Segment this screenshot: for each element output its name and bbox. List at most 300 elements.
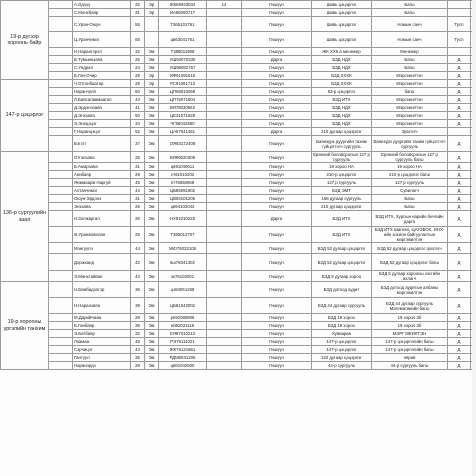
workplace-cell: БЗД ИТХ <box>312 211 372 227</box>
sex-cell: Эм <box>145 195 159 203</box>
age-cell: 50 <box>131 112 145 120</box>
age-cell: 26 <box>131 211 145 227</box>
name-cell: С.Монхбаяр <box>73 9 131 17</box>
register-cell: эк76102001 <box>159 271 207 282</box>
age-cell: 44 <box>131 243 145 254</box>
sex-cell: Эм <box>145 203 159 211</box>
sex-cell: Эм <box>145 152 159 163</box>
register-cell: цв91040611 <box>159 163 207 171</box>
age-cell: 28 <box>131 314 145 322</box>
table-row <box>1 80 476 88</box>
group-label-cell: 19-р дүгээр хороонь байр <box>1 1 49 80</box>
sex-cell: Эм <box>145 187 159 195</box>
extra-cell: Д <box>448 104 471 112</box>
register-cell: ЦА67041461 <box>159 128 207 136</box>
name-cell: Энхзаяа <box>73 203 131 211</box>
position-cell: Ерөнхий боловсролын 127 р сургууль багш <box>372 152 448 163</box>
position-cell: Багш <box>372 203 448 211</box>
sex-cell: Эм <box>145 136 159 152</box>
workplace-cell: БЗД ИТХ <box>312 227 372 243</box>
age-cell: 26 <box>131 203 145 211</box>
role-cell: Гишүүн <box>242 72 312 80</box>
name-cell: Мэнгүүлэ <box>73 243 131 254</box>
number-cell <box>49 187 73 195</box>
register-cell: ЦЕ31071628 <box>159 112 207 120</box>
age-cell: 55 <box>131 32 145 48</box>
age-cell: 31 <box>131 195 145 203</box>
workplace-cell: БЗД 52 дугаар цэцэрлэг <box>312 243 372 254</box>
table-row <box>1 354 476 362</box>
workplace-cell: 53-р цэцэрлэг <box>312 88 372 96</box>
sex-cell: Эм <box>145 298 159 314</box>
position-cell: БЗД 44 дугаар сургууль Математикийн багш <box>372 298 448 314</box>
extra-cell: Д <box>448 80 471 88</box>
table-row <box>1 227 476 243</box>
extra-cell: Тусл <box>448 32 471 48</box>
workplace-cell: 147-р цэцэрлэг <box>312 338 372 346</box>
extra-cell <box>448 1 471 9</box>
workplace-cell: БЗД НДХ <box>312 112 372 120</box>
mark-cell <box>207 254 242 271</box>
mark-cell <box>207 354 242 362</box>
register-cell: Т388011908 <box>159 48 207 56</box>
extra-cell: Д <box>448 254 471 271</box>
number-cell <box>49 17 73 32</box>
mark-cell <box>207 136 242 152</box>
extra-cell: Д <box>448 330 471 338</box>
position-cell: БЗД дотоод аудитын албаны мэргэжилтэн <box>372 282 448 298</box>
extra-cell <box>448 128 471 136</box>
name-cell: Отгонзаяа <box>73 152 131 163</box>
name-cell: Н.Золжаргал <box>73 211 131 227</box>
name-cell: Н.Бямбадэлгэр <box>73 282 131 298</box>
role-cell: Гишүүн <box>242 227 312 243</box>
name-cell: Д.Энхзаяа <box>73 112 131 120</box>
number-cell <box>49 104 73 112</box>
position-cell: Сувилагч <box>372 187 448 195</box>
position-cell: БЗД 52 дугаар цэцэрлэг багш <box>372 254 448 271</box>
position-cell: МЭРГЭЖИЛТЭН <box>372 330 448 338</box>
position-cell: 44-р сургууль багш <box>372 362 448 370</box>
mark-cell <box>207 195 242 203</box>
extra-cell: Д <box>448 88 471 96</box>
position-cell: 210-р цэцэрлэг багш <box>372 171 448 179</box>
number-cell <box>49 227 73 243</box>
role-cell: Гишүүн <box>242 136 312 152</box>
sex-cell <box>145 32 159 48</box>
workplace-cell: БЗД ИТХ <box>312 96 372 104</box>
extra-cell: Д <box>448 314 471 322</box>
age-cell: 44 <box>131 346 145 354</box>
position-cell: Мэргэжилтэн <box>372 112 448 120</box>
mark-cell <box>207 72 242 80</box>
sex-cell: Эм <box>145 330 159 338</box>
table-row <box>1 96 476 104</box>
name-cell: Гантуул <box>73 354 131 362</box>
sex-cell: Эр <box>145 72 159 80</box>
workplace-cell: БЗД 5 дугаар хороо <box>312 271 372 282</box>
mark-cell <box>207 64 242 72</box>
workplace-cell: БЗД НДХ <box>312 120 372 128</box>
sex-cell: Эм <box>145 163 159 171</box>
role-cell: Гишүүн <box>242 17 312 32</box>
number-cell <box>49 354 73 362</box>
number-cell <box>49 48 73 56</box>
position-cell: Мэргэжилтэн <box>372 104 448 112</box>
sex-cell: Эм <box>145 227 159 243</box>
register-cell: РС91091713 <box>159 80 207 88</box>
workplace-cell: ЖК ХХК а менежер <box>312 48 372 56</box>
mark-cell <box>207 96 242 104</box>
table-row <box>1 322 476 330</box>
sex-cell: Эм <box>145 171 159 179</box>
table-row <box>1 179 476 187</box>
age-cell: 52 <box>131 128 145 136</box>
extra-cell: Д <box>448 64 471 72</box>
role-cell: Гишүүн <box>242 104 312 112</box>
extra-cell: Д <box>448 163 471 171</box>
number-cell <box>49 163 73 171</box>
age-cell: 41 <box>131 104 145 112</box>
age-cell: 26 <box>131 56 145 64</box>
register-cell: ИФ91091515 <box>159 72 207 80</box>
number-cell <box>49 96 73 104</box>
group-label-cell: 147-р цэцэрлэг <box>1 80 49 152</box>
role-cell: Гишүүн <box>242 195 312 203</box>
role-cell: Гишүүн <box>242 254 312 271</box>
number-cell <box>49 80 73 88</box>
number-cell <box>49 152 73 163</box>
workplace-cell: БЗД НДХ <box>312 64 372 72</box>
role-cell: Гишүүн <box>242 179 312 187</box>
mark-cell: 14 <box>207 1 242 9</box>
role-cell: Гишүүн <box>242 9 312 17</box>
mark-cell <box>207 112 242 120</box>
age-cell: 36 <box>131 322 145 330</box>
workplace-cell: 210 дугаар цэцэрлэг <box>312 203 372 211</box>
workplace-cell: Шивь цэцэрлэг <box>312 9 372 17</box>
number-cell <box>49 298 73 314</box>
sex-cell: Эм <box>145 104 159 112</box>
name-cell: А.Одхүү <box>73 1 131 9</box>
extra-cell: Д <box>448 338 471 346</box>
table-row <box>1 163 476 171</box>
name-cell: Сэрчицэг <box>73 346 131 354</box>
position-cell: Баянзүрх дүүргийн тахим гүйцэтгэгч сургууль <box>372 136 448 152</box>
workplace-cell: БЗД НДХ <box>312 56 372 64</box>
name-cell: Э.Энхцэцэг <box>73 120 131 128</box>
workplace-cell: Баянзүрх дүүргийн тахим гүйцэтгэгч сургууль <box>312 136 372 152</box>
mark-cell <box>207 120 242 128</box>
number-cell <box>49 1 73 9</box>
age-cell: 32 <box>131 48 145 56</box>
sex-cell: Эм <box>145 346 159 354</box>
mark-cell <box>207 330 242 338</box>
extra-cell: Д <box>448 179 471 187</box>
mark-cell <box>207 163 242 171</box>
position-cell: Багш <box>372 1 448 9</box>
role-cell: Гишүүн <box>242 354 312 362</box>
table-row <box>1 48 476 56</box>
table-row <box>1 17 476 32</box>
register-cell: ЖК76121861 <box>159 346 207 354</box>
role-cell: Гишүүн <box>242 152 312 163</box>
name-cell: Л.Баясалиимаагал <box>73 96 131 104</box>
register-cell: цв63041761 <box>159 32 207 48</box>
name-cell: Анибаяр <box>73 171 131 179</box>
mark-cell <box>207 128 242 136</box>
register-cell: цв81042500 <box>159 362 207 370</box>
mark-cell <box>207 48 242 56</box>
extra-cell <box>448 9 471 17</box>
register-cell: ЕЯ87010213 <box>159 330 207 338</box>
age-cell: 29 <box>131 171 145 179</box>
number-cell <box>49 254 73 271</box>
sex-cell: Эм <box>145 48 159 56</box>
role-cell: Дарга <box>242 128 312 136</box>
name-cell: Э.Батбаяр <box>73 330 131 338</box>
extra-cell: Д <box>448 243 471 254</box>
register-cell: РДМ0031206 <box>159 354 207 362</box>
extra-cell: Д <box>448 171 471 179</box>
name-cell: Б.Ганбаяр <box>73 322 131 330</box>
mark-cell <box>207 271 242 282</box>
sex-cell: Эр <box>145 80 159 88</box>
position-cell: Багш <box>372 64 448 72</box>
extra-cell: Д <box>448 211 471 227</box>
name-cell: Н.Наранзаяа <box>73 298 131 314</box>
position-cell: нярав <box>372 354 448 362</box>
age-cell: 44 <box>131 96 145 104</box>
register-cell: ЦП66010069 <box>159 88 207 96</box>
extra-cell <box>448 48 471 56</box>
number-cell <box>49 179 73 187</box>
position-cell: 147-р цэцэрлэгийн багш <box>372 346 448 354</box>
number-cell <box>49 346 73 354</box>
page-edge <box>472 0 476 476</box>
role-cell: Гишүүн <box>242 203 312 211</box>
table-row <box>1 195 476 203</box>
register-cell: ИА86060717 <box>159 9 207 17</box>
workplace-cell: Шивь цэцэрлэг <box>312 32 372 48</box>
age-cell: 35 <box>131 354 145 362</box>
age-cell: 45 <box>131 179 145 187</box>
sex-cell: Эм <box>145 64 159 72</box>
role-cell: Гишүүн <box>242 271 312 282</box>
extra-cell: Д <box>448 271 471 282</box>
table-row <box>1 171 476 179</box>
mark-cell <box>207 171 242 179</box>
register-cell: БЯ99020309 <box>159 152 207 163</box>
role-cell: Гишүүн <box>242 171 312 179</box>
workplace-cell: 210 дугаар цэцэрлэг <box>312 128 372 136</box>
position-cell: БЗД ИТХ Шагнал, ЦАУЗБОХ, ИНХ-ийн зохион байгуулалтын мэргэжилтэн <box>372 227 448 243</box>
sex-cell: Эр <box>145 1 159 9</box>
workplace-cell: Шивь цэцэрлэг <box>312 17 372 32</box>
table-row <box>1 64 476 72</box>
extra-cell: Д <box>448 203 471 211</box>
number-cell <box>49 243 73 254</box>
age-cell: 25 <box>131 227 145 243</box>
number-cell <box>49 171 73 179</box>
name-cell: Янжмаарж Наргуй <box>73 179 131 187</box>
position-cell: Мэргэжилтэн <box>372 96 448 104</box>
role-cell: Гишүүн <box>242 48 312 56</box>
name-cell: Б.Амарзаяа <box>73 163 131 171</box>
extra-cell: Д <box>448 322 471 330</box>
sex-cell: Эм <box>145 243 159 254</box>
extra-cell: Д <box>448 187 471 195</box>
age-cell: 24 <box>131 64 145 72</box>
position-cell: багш <box>372 88 448 96</box>
sex-cell: Эм <box>145 56 159 64</box>
table-row <box>1 88 476 96</box>
workplace-cell: БЗД 19 хороо <box>312 322 372 330</box>
sex-cell: Эм <box>145 179 159 187</box>
register-cell: ЧГ86042660 <box>159 120 207 128</box>
register-cell: Т395012707 <box>159 227 207 243</box>
workplace-cell: Ерөнхий боловсролын 127 р сургууль <box>313 152 370 162</box>
sex-cell: Эм <box>145 282 159 298</box>
register-cell: УШ96082767 <box>159 64 207 72</box>
age-cell: 31 <box>131 163 145 171</box>
table-row <box>1 298 476 314</box>
mark-cell <box>207 104 242 112</box>
workplace-cell: БЗД ХХХК <box>312 72 372 80</box>
mark-cell <box>207 211 242 227</box>
sex-cell: Эм <box>145 128 159 136</box>
table-row <box>1 56 476 64</box>
mark-cell <box>207 243 242 254</box>
sex-cell: Эм <box>145 271 159 282</box>
age-cell: 55 <box>131 17 145 32</box>
name-cell: Б.Ган-Очир <box>73 72 131 80</box>
number-cell <box>49 271 73 282</box>
mark-cell <box>207 203 242 211</box>
sex-cell: Эм <box>145 120 159 128</box>
mark-cell <box>207 322 242 330</box>
position-cell: 127 р сургууль <box>372 179 448 187</box>
register-cell: МЮ76032105 <box>159 243 207 254</box>
number-cell <box>49 88 73 96</box>
register-cell: ЦБ81042002 <box>159 298 207 314</box>
name-cell: С.Ундрал <box>73 64 131 72</box>
position-cell: Номын санч <box>372 17 448 32</box>
name-cell: Ч.Отгонбаатар <box>73 80 131 88</box>
role-cell: Гишүүн <box>242 346 312 354</box>
number-cell <box>49 128 73 136</box>
number-cell <box>49 64 73 72</box>
register-cell: ЦБ85091902 <box>159 187 207 195</box>
register-cell: УШ92070330 <box>159 56 207 64</box>
name-cell: Н.Нарангэрэл <box>73 48 131 56</box>
register-cell: РЭ75111021 <box>159 338 207 346</box>
name-cell: Оюун-Эрдэнэ <box>73 195 131 203</box>
extra-cell: Д <box>448 56 471 64</box>
extra-cell: Д <box>448 346 471 354</box>
position-cell: 19 хороо 3б <box>372 314 448 322</box>
table-row <box>1 243 476 254</box>
sex-cell <box>145 17 159 32</box>
workplace-cell: 127 р сургууль <box>312 179 372 187</box>
register-cell: ОЯ83172408 <box>159 136 207 152</box>
extra-cell: Д <box>448 72 471 80</box>
mark-cell <box>207 314 242 322</box>
number-cell <box>49 32 73 48</box>
extra-cell: Д <box>448 282 471 298</box>
table-row <box>1 187 476 195</box>
table-row <box>1 136 476 152</box>
number-cell <box>49 195 73 203</box>
number-cell <box>49 338 73 346</box>
extra-cell: Д <box>448 195 471 203</box>
register-cell: ЦП76071604 <box>159 96 207 104</box>
age-cell: 25 <box>131 152 145 163</box>
number-cell <box>49 322 73 330</box>
name-cell: Ц.Уранчимэг <box>73 32 131 48</box>
number-cell <box>49 72 73 80</box>
mark-cell <box>207 9 242 17</box>
age-cell: 60 <box>131 88 145 96</box>
sex-cell: Эм <box>145 112 159 120</box>
table-row <box>1 32 476 48</box>
number-cell <box>49 362 73 370</box>
number-cell <box>49 9 73 17</box>
age-cell: 36 <box>131 282 145 298</box>
table-row <box>1 203 476 211</box>
workplace-cell: БЗД 44 дугаар сургууль <box>312 298 372 314</box>
register-cell: цэ84051268 <box>159 282 207 298</box>
number-cell <box>49 211 73 227</box>
role-cell: Гишүүн <box>242 243 312 254</box>
table-row <box>1 211 476 227</box>
position-cell: 19 хороо 3б <box>372 322 448 330</box>
extra-cell: Д <box>448 112 471 120</box>
register-cell: ей82021115 <box>159 322 207 330</box>
workplace-cell: 122 дугаар цэцэрлэг <box>312 354 372 362</box>
role-cell: Гишүүн <box>242 32 312 48</box>
mark-cell <box>207 362 242 370</box>
age-cell: 39 <box>131 298 145 314</box>
role-cell: Гишүүн <box>242 322 312 330</box>
age-cell: 44 <box>131 271 145 282</box>
position-cell: Багш <box>372 56 448 64</box>
position-cell: Эрхлэгч <box>372 128 448 136</box>
position-cell: Мэргэжилтэн <box>372 120 448 128</box>
workplace-cell: БЗД НДХ <box>312 104 372 112</box>
age-cell: 31 <box>131 9 145 17</box>
workplace-cell: 44-р сургууль <box>312 362 372 370</box>
age-cell: 29 <box>131 80 145 88</box>
role-cell: Гишүүн <box>242 330 312 338</box>
table-row <box>1 120 476 128</box>
mark-cell <box>207 187 242 195</box>
position-cell: БЗД 5 дугаар хорооны хэсгийн ахлагч <box>372 271 448 282</box>
mark-cell <box>207 338 242 346</box>
position-cell: Менежер <box>372 48 448 56</box>
table-row <box>1 338 476 346</box>
sex-cell: Эм <box>145 96 159 104</box>
role-cell: Гишүүн <box>242 163 312 171</box>
number-cell <box>49 330 73 338</box>
name-cell: Бэгэгт <box>73 136 131 152</box>
name-cell: Э.Мөнхтайван <box>73 271 131 282</box>
name-cell: М.Дарийчмаа <box>73 314 131 322</box>
sex-cell: Эм <box>145 322 159 330</box>
sex-cell: Эм <box>145 314 159 322</box>
register-cell: ЦВ93101206 <box>159 195 207 203</box>
position-cell: Багш <box>372 195 448 203</box>
